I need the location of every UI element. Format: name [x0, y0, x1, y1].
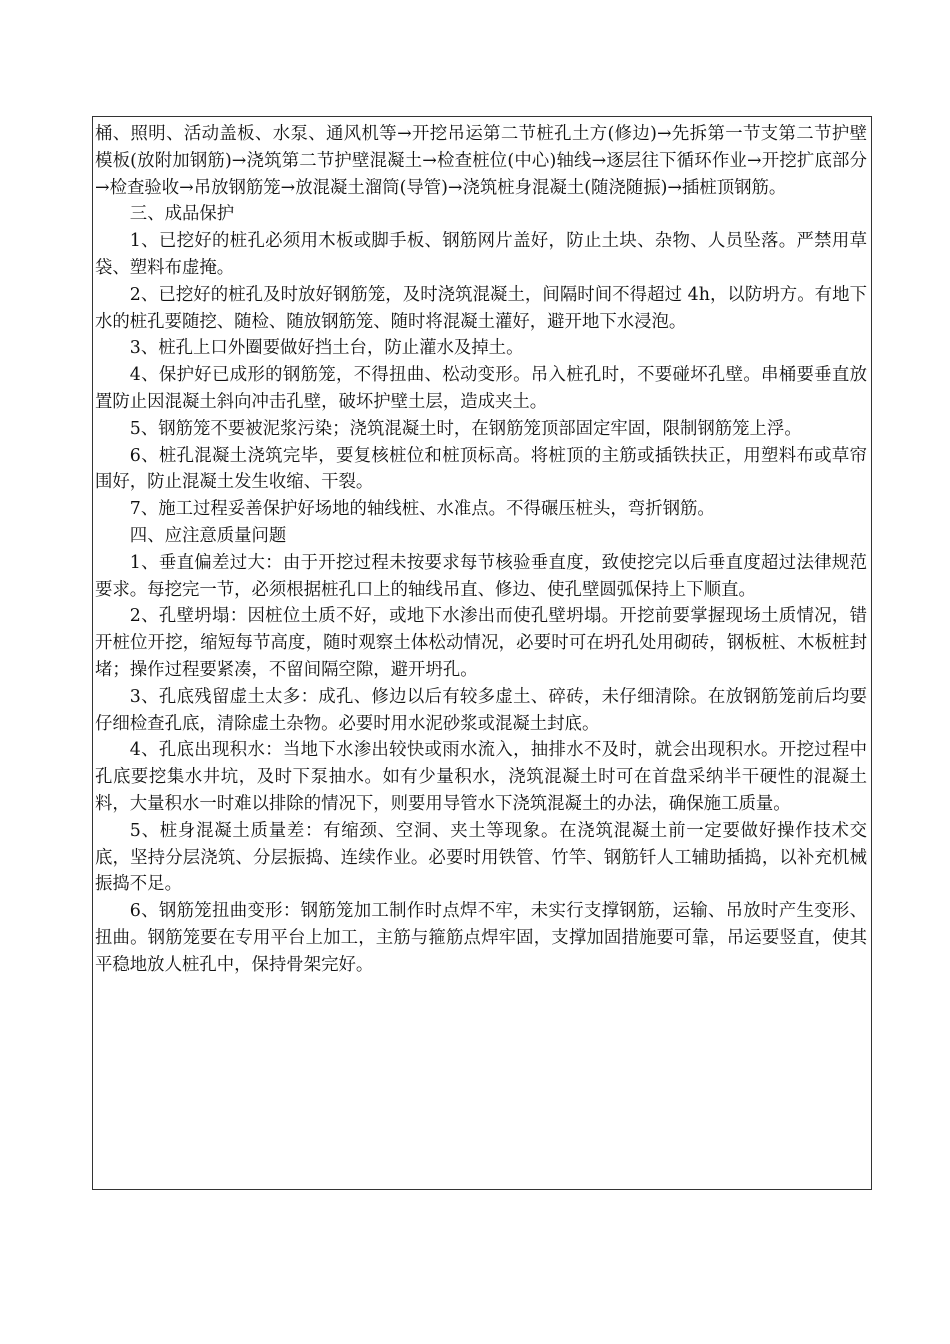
section-heading-finished-product-protection: 三、成品保护 — [129, 204, 235, 225]
paragraph-protection-6: 6、桩孔混凝土浇筑完毕，要复核桩位和桩顶标高。将桩顶的主筋或插铁扶正，用塑料布或草帘围好，防止混凝土发生收缩、干裂。 — [95, 445, 867, 493]
paragraph-quality-2: 2、孔壁坍塌：因桩位土质不好，或地下水渗出而使孔壁坍塌。开挖前要掌握现场土质情况，错开桩位开挖，缩短每节高度，随时观察土体松动情况，必要时可在坍孔处用砌砖，钢板桩、木板桩封堵；操作过程要紧凑，不留间隔空隙，避开坍孔。 — [95, 606, 867, 680]
paragraph-protection-7: 7、施工过程妥善保护好场地的轴线桩、水准点。不得碾压桩头，弯折钢筋。 — [129, 499, 715, 520]
paragraph-protection-2: 2、已挖好的桩孔及时放好钢筋笼，及时浇筑混凝土，间隔时间不得超过 4h，以防坍方。有地下水的桩孔要随挖、随检、随放钢筋笼、随时将混凝土灌好，避开地下水浸泡。 — [95, 284, 867, 332]
paragraph-protection-3: 3、桩孔上口外圈要做好挡土台，防止灌水及掉土。 — [129, 338, 524, 359]
paragraph-quality-4: 4、孔底出现积水：当地下水渗出较快或雨水流入，抽排水不及时，就会出现积水。开挖过程中孔底要挖集水井坑，及时下泵抽水。如有少量积水，浇筑混凝土时可在首盘采纳半干硬性的混凝土料，大量积水一时难以排除的情况下，则要用导管水下浇筑混凝土的办法，确保施工质量。 — [95, 740, 867, 814]
document-body — [95, 121, 867, 979]
paragraph-protection-5: 5、钢筋笼不要被泥浆污染；浇筑混凝土时，在钢筋笼顶部固定牢固，限制钢筋笼上浮。 — [129, 418, 802, 439]
paragraph-protection-1: 1、已挖好的桩孔必须用木板或脚手板、钢筋网片盖好，防止土块、杂物、人员坠落。严禁用草袋、塑料布虚掩。 — [95, 231, 867, 278]
section-heading-quality-issues: 四、应注意质量问题 — [129, 525, 287, 546]
paragraph-quality-1: 1、垂直偏差过大：由于开挖过程未按要求每节核验垂直度，致使挖完以后垂直度超过法律规范要求。每挖完一节，必须根据桩孔口上的轴线吊直、修边、使孔壁圆弧保持上下顺直。 — [95, 552, 867, 600]
paragraph-protection-4: 4、保护好已成形的钢筋笼，不得扭曲、松动变形。吊入桩孔时，不要碰坏孔壁。串桶要垂直放置防止因混凝土斜向冲击孔壁，破坏护壁土层，造成夹土。 — [95, 365, 867, 412]
paragraph-quality-5: 5、桩身混凝土质量差：有缩颈、空洞、夹土等现象。在浇筑混凝土前一定要做好操作技术交底，坚持分层浇筑、分层振捣、连续作业。必要时用铁管、竹竿、钢筋钎人工辅助插捣，以补充机械振捣不足。 — [95, 820, 867, 895]
paragraph-process-continuation: 桶、照明、活动盖板、水泵、通风机等→开挖吊运第二节桩孔土方(修边)→先拆第一节支第二节护壁模板(放附加钢筋)→浇筑第二节护壁混凝土→检查桩位(中心)轴线→逐层往下循环作业→开挖扩底部分→检查验收→吊放钢筋笼→放混凝土溜筒(导管)→浇筑桩身混凝土(随浇随振)→插桩顶钢筋。 — [95, 124, 867, 198]
paragraph-quality-6: 6、钢筋笼扭曲变形：钢筋笼加工制作时点焊不牢，未实行支撑钢筋，运输、吊放时产生变形、扭曲。钢筋笼要在专用平台上加工，主筋与箍筋点焊牢固，支撑加固措施要可靠，吊运要竖直，使其平稳地放人桩孔中，保持骨架完好。 — [95, 901, 867, 975]
paragraph-quality-3: 3、孔底残留虚土太多：成孔、修边以后有较多虚土、碎砖，未仔细清除。在放钢筋笼前后均要仔细检查孔底，清除虚土杂物。必要时用水泥砂浆或混凝土封底。 — [95, 686, 867, 734]
